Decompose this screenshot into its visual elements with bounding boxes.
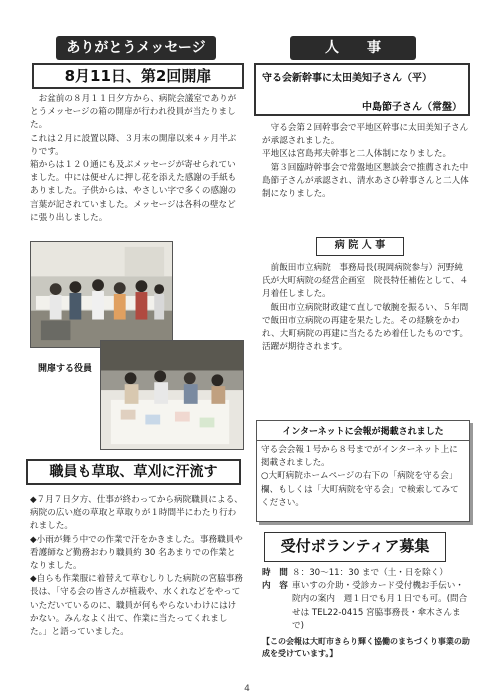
internet-box [256, 420, 470, 522]
personnel-para-2: 平地区は宮島邦夫幹事と二人体制になりました。 [262, 149, 452, 160]
subtitle-box [32, 63, 244, 89]
weeding-para-1: ◆７月７日夕方、仕事が終わってから病院職員による、病院の広い庭の草取と草取りが１時間半にわたり行われました。 [30, 495, 243, 532]
new-officers-box [254, 63, 470, 116]
hospital-personnel-title-box [316, 237, 404, 256]
internet-para-1: 守る会会報１号から８号までがインターネット上に掲載されました。 [261, 445, 458, 469]
section2-title-box [26, 459, 241, 485]
volunteer-title-box [264, 532, 446, 562]
weeding-para-3: ◆自らも作業服に着替えて草むしりした病院の宮脇事務長は、「守る会の皆さんが植栽や、水くれなどをやっていただいているのに、職員が何もやらないわけにはけかない。みんなよく出て、作業に当たってくれました。」と語っていました。 [30, 574, 243, 638]
weeding-para-2: ◆小雨が舞う中での作業で汗をかきました。事務職員や看護師など勤務おわり職員約 30 名あまりでの作業となりました。 [30, 534, 243, 572]
section-title-thanks: ありがとうメッセージ [56, 36, 216, 60]
new-officer-line-2: 中島節子さん（常盤） [362, 102, 462, 113]
hospital-para-1: 前飯田市立病院 事務局長(現岡病院参与）河野純氏が大町病院の経営企画室 院長特任補佐として、４月着任しました。 [262, 263, 469, 300]
volunteer-content: 車いすの介助・受診カード受付機お手伝い・院内の案内 週１日でも月１日でも可。(問合せは TEL22-0415 宮脇事務長・傘木さんまで) [292, 581, 468, 631]
page-number: 4 [244, 684, 250, 694]
thanks-para-2: これは２月に設置以降、３月末の開扉以来４ヶ月半ぶりです。 [30, 133, 237, 157]
volunteer-time-label: 時 間 [262, 568, 288, 578]
internet-para-2: ○大町病院ホームページの右下の「病院を守る会」欄、もしくは「大町病院を守る会」で検索してみてください。 [261, 471, 459, 508]
volunteer-content-label: 内 容 [262, 581, 288, 592]
personnel-para-3: 第３回臨時幹事会で常盤地区懇談会で推薦された中島節子さんが承認され、清水あさひ幹事さんと二人体制になりました。 [262, 162, 469, 200]
internet-title: インターネットに会報が掲載されました [257, 421, 469, 441]
section2-title: 職員も草取、草刈に汗流す [49, 464, 218, 480]
subtitle: 8月11日、第2回開扉 [64, 67, 212, 85]
volunteer-title: 受付ボランティア募集 [280, 537, 430, 555]
new-officer-line-1: 守る会新幹事に太田美知子さん（平） [262, 73, 432, 84]
sorting-messages-photo [100, 340, 244, 450]
hospital-personnel-title: 病 院 人 事 [334, 240, 386, 251]
personnel-para-1: 守る会第２回幹事会で平地区幹事に太田美知子さんが承認されました。 [262, 123, 469, 147]
thanks-para-3: 箱からは１２０通にも及ぶメッセージが寄せられていました。中には便せんに押し花を添えた感謝の手紙もありました。子供からは、やさしい字で多くの感謝の言葉が記されていました。メッセージは各科の壁などに張り出しました。 [30, 160, 237, 223]
thanks-para-1: お盆前の８月１１日夕方から、病院会議室でありがとうメッセージの箱の開扉が行われ役員が当たりました。 [30, 94, 237, 131]
funding-note: 【この会報は大町市きらり輝く協働のまちづくり事業の助成を受けています。】 [262, 637, 470, 659]
section-title-personnel: 人 事 [290, 36, 416, 60]
photo-caption: 開扉する役員 [38, 364, 93, 374]
meeting-room-photo [30, 241, 173, 348]
hospital-para-2: 飯田市立病院財政建て直しで敏腕を振るい、５年間で飯田市立病院の再建を果たした。その経験をかわれ、大町病院の再建に当たるため着任したものです。活躍が期待されます。 [262, 302, 469, 353]
volunteer-time: ８：30〜11：30 まで（土・日を除く） [292, 568, 448, 578]
